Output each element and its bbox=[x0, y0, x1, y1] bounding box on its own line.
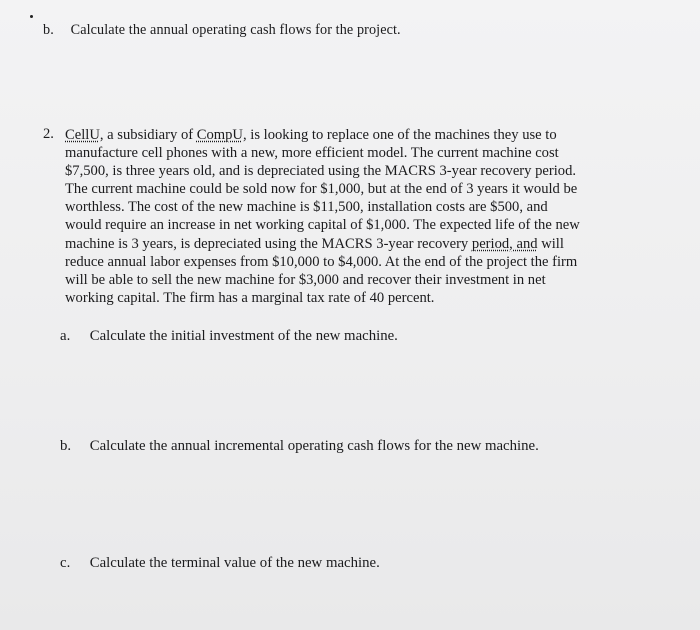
subquestion-b bbox=[60, 438, 539, 455]
stray-mark bbox=[30, 15, 33, 18]
subquestion-text: Calculate the annual incremental operating cash flows for the new machine. bbox=[89, 438, 539, 454]
problem-line: CellU, a subsidiary of CompU, is looking to replace one of the machines they use to bbox=[65, 127, 557, 143]
subquestion-label: b. bbox=[60, 438, 72, 454]
problem-line: worthless. The cost of the new machine is $11,500, installation costs are $500, and bbox=[65, 199, 548, 216]
problem-line: manufacture cell phones with a new, more efficient model. The current machine cost bbox=[65, 145, 559, 162]
problem-line: $7,500, is three years old, and is depreciated using the MACRS 3-year recovery period. bbox=[65, 163, 577, 180]
problem-line: reduce annual labor expenses from $10,000 to $4,000. At the end of the project the firm bbox=[65, 253, 578, 270]
problem-line: working capital. The firm has a marginal tax rate of 40 percent. bbox=[65, 289, 435, 306]
problem-line: will be able to sell the new machine for $3,000 and recover their investment in net bbox=[65, 271, 546, 288]
problem-line: The current machine could be sold now for $1,000, but at the end of 3 years it would be bbox=[65, 181, 578, 198]
subquestion-c bbox=[60, 555, 380, 572]
subquestion-text: Calculate the initial investment of the new machine. bbox=[89, 328, 398, 344]
problem-body bbox=[65, 126, 665, 307]
subquestion-label: a. bbox=[60, 328, 71, 344]
problem-line: machine is 3 years, is depreciated using the MACRS 3-year recovery period, and will bbox=[65, 235, 564, 252]
header-question bbox=[43, 22, 401, 39]
subquestion-label: c. bbox=[60, 555, 71, 571]
subquestion-text: Calculate the terminal value of the new machine. bbox=[89, 555, 380, 571]
header-question-text: Calculate the annual operating cash flows for the project. bbox=[70, 22, 401, 38]
company-compu: CompU bbox=[196, 127, 243, 143]
problem-line: would require an increase in net working capital of $1,000. The expected life of the new bbox=[65, 217, 580, 234]
grammar-marked-phrase: period, and bbox=[471, 235, 538, 252]
header-question-label: b. bbox=[43, 22, 54, 38]
problem-number: 2. bbox=[43, 126, 54, 142]
subquestion-a bbox=[60, 328, 398, 345]
company-cellu: CellU bbox=[65, 127, 100, 143]
